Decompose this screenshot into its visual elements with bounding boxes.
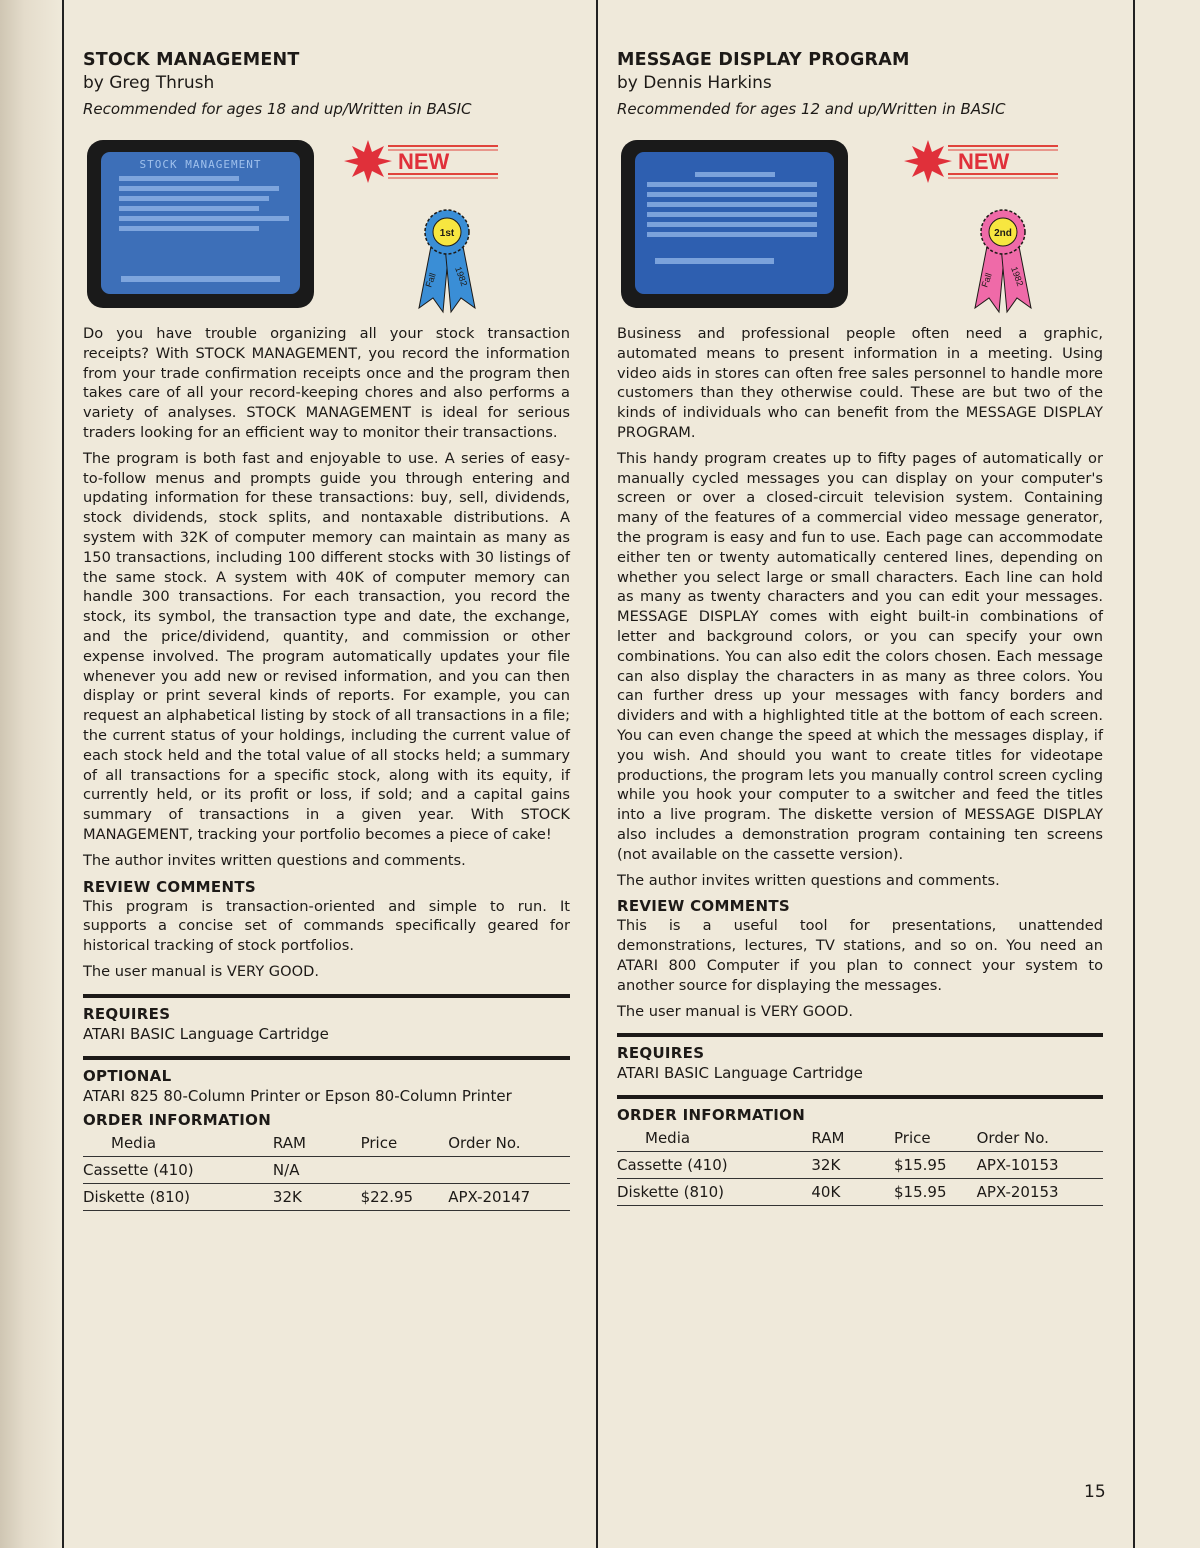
table-cell: 40K: [811, 1179, 894, 1206]
review-paragraph: This program is transaction-oriented and simple to run. It supports a concise set of commands specifically geared for historical tracking of stock portfolios.: [83, 897, 570, 955]
requires-text: ATARI BASIC Language Cartridge: [83, 1024, 329, 1043]
article-title: MESSAGE DISPLAY PROGRAM: [617, 50, 910, 70]
table-cell: APX-10153: [977, 1152, 1103, 1179]
table-cell: [361, 1156, 449, 1183]
review-heading: REVIEW COMMENTS: [617, 897, 790, 916]
screen-display: [635, 152, 834, 294]
ribbon-place: 1st: [439, 228, 455, 239]
review-paragraph: The user manual is VERY GOOD.: [617, 1002, 853, 1020]
table-cell: [448, 1156, 570, 1183]
table-row: [83, 1156, 570, 1183]
body-paragraph: The program is both fast and enjoyable to use. A series of easy-to-follow menus and prompts guide you through entering and updating information for these transactions: buy, sell, dividends, stock dividends, stock splits, and nontaxable distributions. A system with 32K of computer memory can maintain as many as 150 transactions, including 100 different stocks with 30 listings of the same stock. A system with 40K of computer memory can handle 300 transactions. For each transaction, you record the stock, its symbol, the transaction type and date, the exchange, and the price/dividend, quantity, and commission or other expense involved. The program automatically updates your file whenever you add new or revised information, and you can then display or print several kinds of reports. For example, you can request an alphabetical listing by stock of all transactions in a file; the current status of your holdings, including the current value of each stock held and the total value of all stocks held; a summary of all transactions for a specific stock, along with its equity, if currently held, or its profit or loss, if sold; and a capital gains summary of transactions in a given year. With STOCK MANAGEMENT, tracking your portfolio becomes a piece of cake!: [83, 449, 570, 843]
column-header: Order No.: [977, 1127, 1103, 1152]
new-starburst-icon: [898, 136, 1058, 186]
program-figure: [83, 134, 570, 324]
new-label: NEW: [958, 149, 1010, 174]
table-cell: Diskette (810): [617, 1179, 811, 1206]
body-paragraph: This handy program creates up to fifty pages of automatically or manually cycled messages you can display on your computer's screen or over a closed-circuit television system. Containing many of the features of a commercial video message generator, the program is easy and fun to use. Each page can accommodate either ten or twenty automatically centered lines, depending on whether you select large or small characters. Each line can hold as many as twenty characters and you can edit your messages. MESSAGE DISPLAY comes with eight built-in combinations of letter and background colors, or you can specify your own combinations. You can also edit the colors chosen. Each message can also display the characters in as many as three colors. You can further dress up your messages with fancy borders and dividers and with a highlighted title at the bottom of each screen. You can even change the speed at which the messages display, if you wish. And should you want to create titles for videotape productions, the program lets you manually control screen cycling while you hook your computer to a switcher and feed the titles into a live program. The diskette version of MESSAGE DISPLAY also includes a demonstration program containing ten screens (not available on the cassette version).: [617, 449, 1103, 863]
optional-heading: OPTIONAL: [83, 1066, 172, 1085]
tv-screenshot: [87, 140, 314, 308]
right-border-rule: [1133, 0, 1135, 1548]
optional-text: ATARI 825 80-Column Printer or Epson 80-Column Printer: [83, 1086, 512, 1105]
requires-text: ATARI BASIC Language Cartridge: [617, 1064, 863, 1083]
ribbon-season: Fall: [979, 271, 994, 289]
screen-title: STOCK MANAGEMENT: [139, 158, 262, 171]
award-ribbon-icon: [967, 196, 1039, 316]
review-paragraph: The user manual is VERY GOOD.: [83, 962, 319, 980]
new-starburst-icon: [338, 136, 498, 186]
table-cell: 32K: [273, 1183, 361, 1210]
screen-display: [101, 152, 300, 294]
column-header: Order No.: [448, 1132, 570, 1157]
requires-heading: REQUIRES: [83, 1004, 171, 1023]
body-paragraph: The author invites written questions and comments.: [617, 871, 1000, 889]
page-number: 15: [1084, 1482, 1106, 1502]
screen-footer-bar: [655, 258, 774, 264]
article-title: STOCK MANAGEMENT: [83, 50, 300, 70]
table-row: [617, 1152, 1103, 1179]
order-table: [83, 1132, 570, 1211]
award-ribbon-icon: [411, 196, 483, 316]
ribbon-place: 2nd: [994, 228, 1012, 239]
article-stock-management: [83, 48, 570, 1211]
section-divider: [617, 1095, 1103, 1099]
section-divider: [83, 1056, 570, 1060]
table-cell: APX-20147: [448, 1183, 570, 1210]
table-header-row: [617, 1127, 1103, 1152]
ribbon-year: 1982: [1009, 265, 1026, 288]
table-header-row: [83, 1132, 570, 1157]
review-paragraph: This is a useful tool for presentations, unattended demonstrations, lectures, TV stations, and so on. You need an ATARI 800 Computer if you plan to connect your system to another source for displaying the messages.: [617, 917, 1103, 994]
page-binding-shadow: [0, 0, 62, 1548]
screen-footer-bar: [121, 276, 280, 282]
program-figure: [617, 134, 1103, 324]
table-cell: 32K: [811, 1152, 894, 1179]
column-header: RAM: [273, 1132, 361, 1157]
order-heading: ORDER INFORMATION: [83, 1110, 272, 1129]
table-row: [617, 1179, 1103, 1206]
review-heading: REVIEW COMMENTS: [83, 877, 256, 896]
column-header: Price: [361, 1132, 449, 1157]
column-header: Media: [617, 1127, 811, 1152]
body-paragraph: Business and professional people often need a graphic, automated means to present information in a meeting. Using video aids in stores can often free sales personnel to handle more customers than they otherwise could. These are but two of the kinds of individuals who can benefit from the MESSAGE DISPLAY PROGRAM.: [617, 325, 1103, 441]
requires-heading: REQUIRES: [617, 1044, 705, 1063]
table-cell: APX-20153: [977, 1179, 1103, 1206]
tv-screenshot: [621, 140, 848, 308]
order-table: [617, 1127, 1103, 1206]
order-heading: ORDER INFORMATION: [617, 1106, 806, 1125]
table-cell: $15.95: [894, 1179, 977, 1206]
article-message-display: [617, 48, 1103, 1206]
body-paragraph: The author invites written questions and comments.: [83, 851, 466, 869]
table-cell: Cassette (410): [617, 1152, 811, 1179]
recommendation-line: Recommended for ages 18 and up/Written in BASIC: [83, 100, 472, 118]
table-cell: N/A: [273, 1156, 361, 1183]
left-border-rule: [62, 0, 64, 1548]
column-header: Price: [894, 1127, 977, 1152]
table-cell: $22.95: [361, 1183, 449, 1210]
article-author: by Greg Thrush: [83, 73, 215, 93]
body-paragraph: Do you have trouble organizing all your stock transaction receipts? With STOCK MANAGEMENT, you record the information from your trade confirmation receipts once and the program then takes care of all your record-keeping chores and also performs a variety of analyses. STOCK MANAGEMENT is ideal for serious traders looking for an efficient way to monitor their transactions.: [83, 325, 570, 441]
column-header: Media: [83, 1132, 273, 1157]
new-label: NEW: [398, 149, 450, 174]
section-divider: [617, 1033, 1103, 1037]
table-row: [83, 1183, 570, 1210]
center-column-rule: [596, 0, 598, 1548]
ribbon-year: 1982: [453, 265, 470, 288]
table-cell: $15.95: [894, 1152, 977, 1179]
table-cell: Cassette (410): [83, 1156, 273, 1183]
recommendation-line: Recommended for ages 12 and up/Written in BASIC: [617, 100, 1006, 118]
ribbon-season: Fall: [423, 271, 438, 289]
column-header: RAM: [811, 1127, 894, 1152]
section-divider: [83, 994, 570, 998]
article-author: by Dennis Harkins: [617, 73, 772, 93]
table-cell: Diskette (810): [83, 1183, 273, 1210]
